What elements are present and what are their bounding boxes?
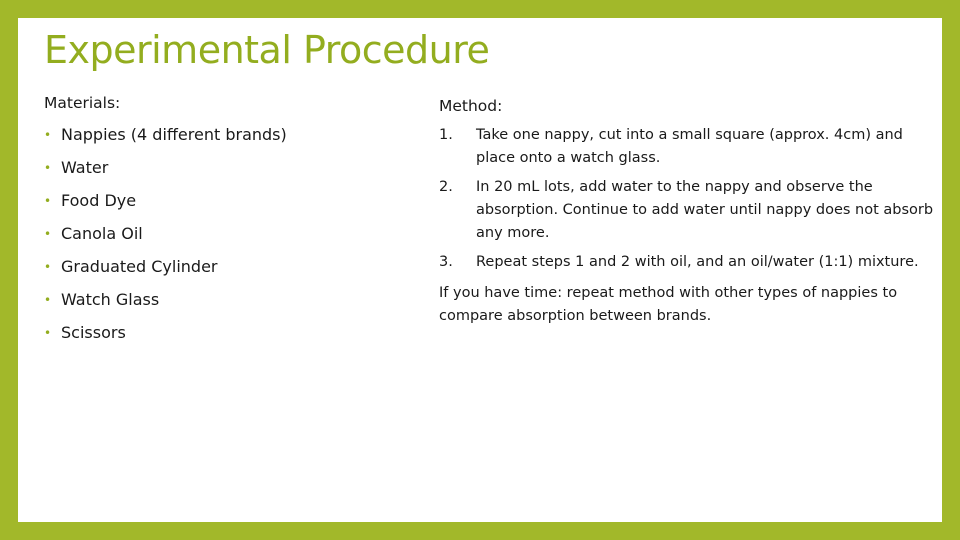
method-step bbox=[439, 176, 944, 245]
bullet-icon: • bbox=[44, 293, 52, 307]
bullet-icon: • bbox=[44, 326, 52, 340]
bullet-icon: • bbox=[44, 161, 52, 175]
step-text: In 20 mL lots, add water to the nappy and observe the absorption. Continue to add water until nappy does not absorb any more. bbox=[476, 179, 934, 241]
material-label: Watch Glass bbox=[61, 290, 160, 309]
list-item bbox=[44, 190, 287, 223]
list-item bbox=[44, 223, 287, 256]
method-heading: Method: bbox=[439, 97, 503, 115]
bullet-icon: • bbox=[44, 227, 52, 241]
material-label: Graduated Cylinder bbox=[61, 257, 218, 276]
bullet-icon: • bbox=[44, 194, 52, 208]
list-item bbox=[44, 124, 287, 157]
step-number: 1. bbox=[439, 127, 453, 143]
method-step bbox=[439, 124, 944, 170]
list-item bbox=[44, 289, 287, 322]
material-label: Nappies (4 different brands) bbox=[61, 125, 287, 144]
step-text: Repeat steps 1 and 2 with oil, and an oil/water (1:1) mixture. bbox=[476, 254, 919, 270]
material-label: Water bbox=[61, 158, 109, 177]
list-item bbox=[44, 322, 287, 355]
step-number: 2. bbox=[439, 179, 453, 195]
slide-title: Experimental Procedure bbox=[44, 28, 490, 72]
list-item bbox=[44, 256, 287, 289]
step-text: Take one nappy, cut into a small square (approx. 4cm) and place onto a watch glass. bbox=[476, 127, 903, 166]
material-label: Food Dye bbox=[61, 191, 137, 210]
materials-list bbox=[44, 124, 287, 355]
materials-heading: Materials: bbox=[44, 94, 121, 112]
step-number: 3. bbox=[439, 254, 453, 270]
bullet-icon: • bbox=[44, 128, 52, 142]
method-steps bbox=[439, 124, 944, 280]
slide bbox=[18, 18, 942, 522]
material-label: Canola Oil bbox=[61, 224, 143, 243]
method-note: If you have time: repeat method with other types of nappies to compare absorption between brands. bbox=[439, 285, 898, 324]
material-label: Scissors bbox=[61, 323, 126, 342]
list-item bbox=[44, 157, 287, 190]
bullet-icon: • bbox=[44, 260, 52, 274]
method-step bbox=[439, 251, 944, 274]
